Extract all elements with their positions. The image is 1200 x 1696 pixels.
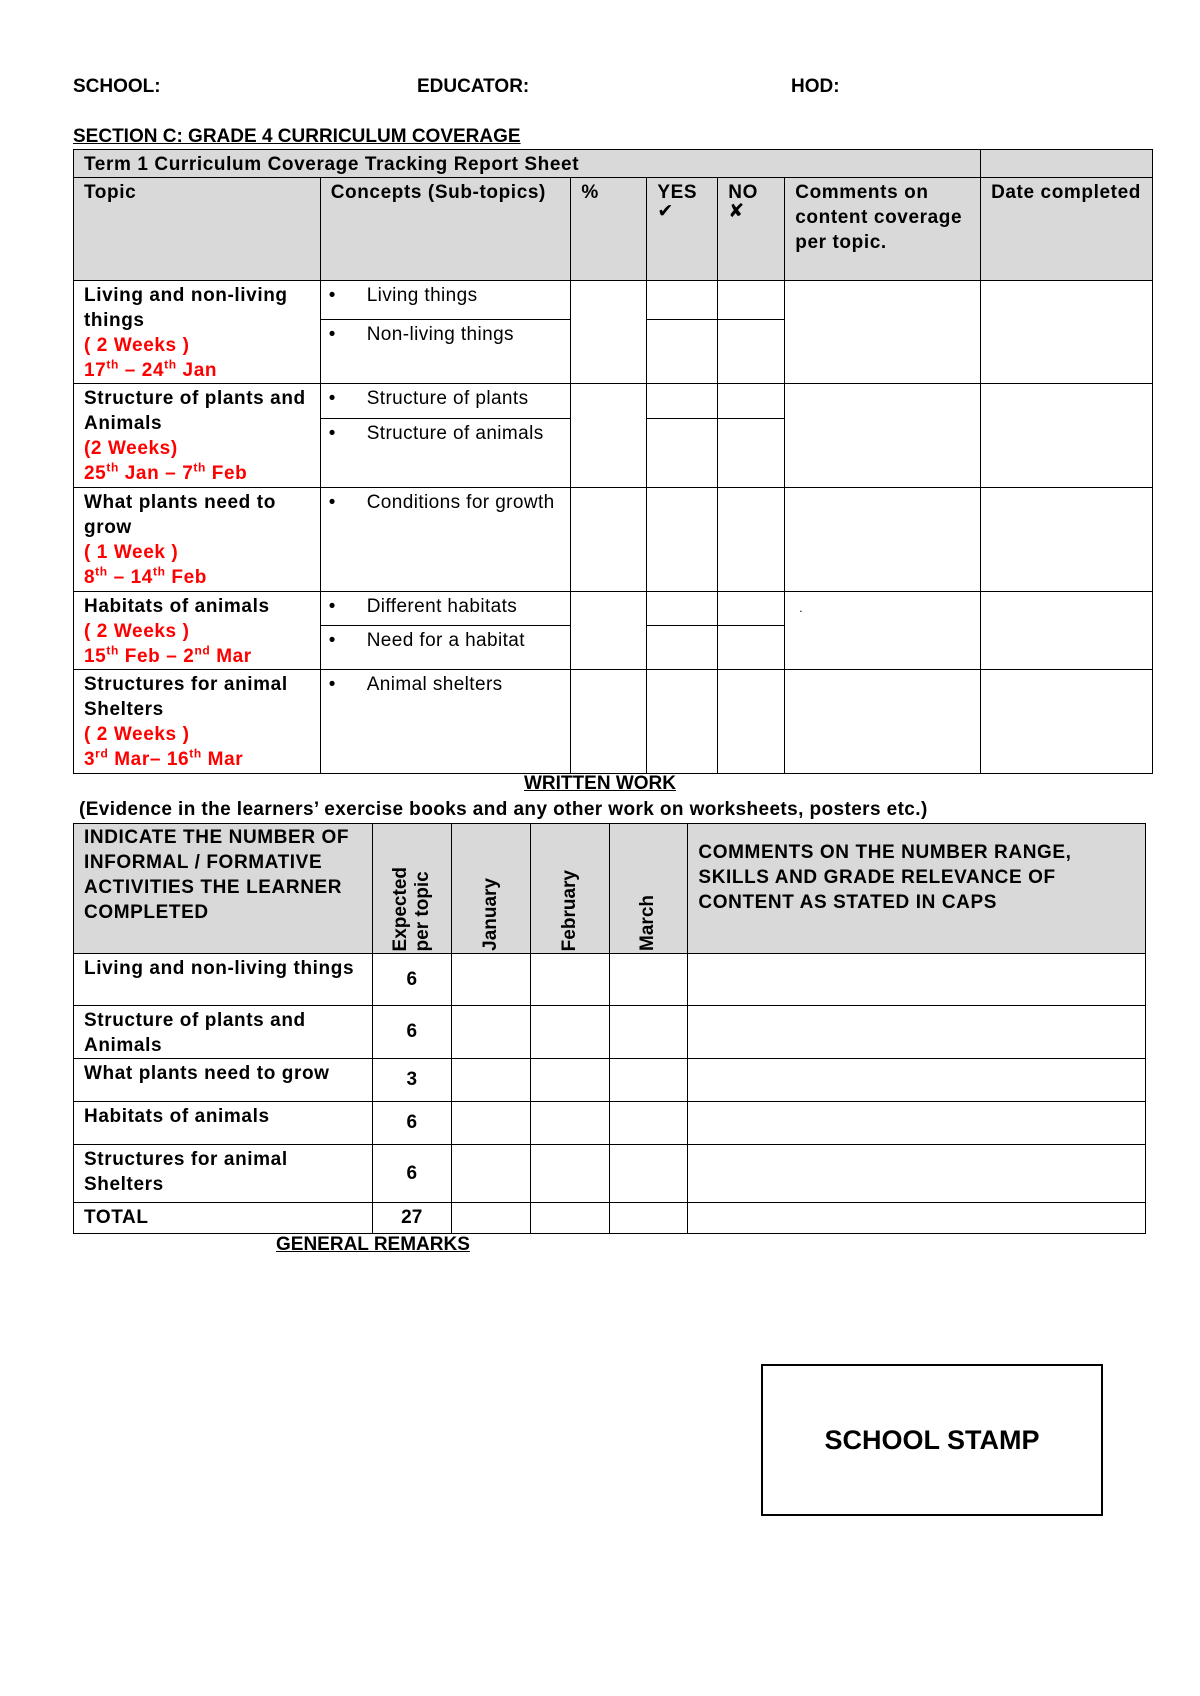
comments-cell[interactable] (785, 670, 981, 774)
ww-topic: Living and non-living things (74, 954, 373, 1006)
topic-cell (74, 281, 321, 384)
topic-weeks: (2 Weeks) (84, 438, 178, 459)
written-work-subtitle: (Evidence in the learners’ exercise books and any other work on worksheets, posters etc.) (79, 799, 928, 820)
date-cell[interactable] (981, 488, 1153, 592)
february-cell[interactable] (530, 1059, 609, 1102)
indicate-header: INDICATE THE NUMBER OF INFORMAL / FORMATIVE ACTIVITIES THE LEARNER COMPLETED (74, 824, 373, 954)
concept-cell: • Structure of plants (320, 384, 571, 419)
caps-comments-header: COMMENTS ON THE NUMBER RANGE, SKILLS AND GRADE RELEVANCE OF CONTENT AS STATED IN CAPS (688, 824, 1146, 954)
percent-cell[interactable] (571, 488, 647, 592)
topic-dates: 25th Jan – 7th Feb (84, 460, 248, 484)
january-header: January (451, 824, 530, 954)
section-title: SECTION C: GRADE 4 CURRICULUM COVERAGE (73, 126, 521, 147)
topic-name: Living and non-living things (84, 285, 288, 331)
march-header: March (609, 824, 688, 954)
school-label: SCHOOL: (73, 76, 161, 97)
yes-cell[interactable] (647, 670, 718, 774)
caps-comment-cell[interactable] (688, 1059, 1146, 1102)
concept-cell: • Living things (320, 281, 571, 320)
date-cell[interactable] (981, 670, 1153, 774)
january-cell[interactable] (451, 1059, 530, 1102)
march-cell[interactable] (609, 1059, 688, 1102)
caps-comment-cell[interactable] (688, 1006, 1146, 1059)
january-cell[interactable] (451, 1102, 530, 1145)
no-cell[interactable] (718, 384, 785, 419)
expected-value: 6 (372, 1145, 451, 1203)
cross-icon: ✘ (728, 201, 745, 222)
caps-comment-cell[interactable] (688, 954, 1146, 1006)
january-cell[interactable] (451, 954, 530, 1006)
ww-topic: Structure of plants and Animals (74, 1006, 373, 1059)
no-cell[interactable] (718, 419, 785, 488)
date-cell[interactable] (981, 281, 1153, 384)
topic-cell (74, 670, 321, 774)
march-cell[interactable] (609, 1203, 688, 1234)
ww-topic: What plants need to grow (74, 1059, 373, 1102)
school-stamp-label: SCHOOL STAMP (824, 1424, 1040, 1455)
expected-value: 3 (372, 1059, 451, 1102)
concept-cell: • Animal shelters (320, 670, 571, 774)
yes-header (647, 178, 718, 281)
yes-cell[interactable] (647, 419, 718, 488)
topic-dates: 17th – 24th Jan (84, 357, 218, 381)
concept-cell: • Different habitats (320, 592, 571, 626)
caps-comment-cell[interactable] (688, 1203, 1146, 1234)
february-header: February (530, 824, 609, 954)
comments-cell[interactable] (785, 592, 981, 670)
concept-cell: • Conditions for growth (320, 488, 571, 592)
march-cell[interactable] (609, 1145, 688, 1203)
january-cell[interactable] (451, 1145, 530, 1203)
january-cell[interactable] (451, 1203, 530, 1234)
expected-value: 6 (372, 1102, 451, 1145)
total-value: 27 (372, 1203, 451, 1234)
topic-cell (74, 384, 321, 488)
topic-dates: 3rd Mar– 16th Mar (84, 746, 244, 770)
date-header: Date completed (981, 178, 1153, 281)
percent-cell[interactable] (571, 592, 647, 670)
february-cell[interactable] (530, 1203, 609, 1234)
comments-header: Comments on content coverage per topic. (785, 178, 981, 281)
concepts-header: Concepts (Sub-topics) (320, 178, 571, 281)
school-stamp-box (761, 1364, 1103, 1516)
march-cell[interactable] (609, 954, 688, 1006)
hod-label: HOD: (791, 76, 840, 97)
topic-cell (74, 592, 321, 670)
checkmark-icon: ✔ (657, 201, 674, 222)
january-cell[interactable] (451, 1006, 530, 1059)
topic-name: Structures for animal Shelters (84, 674, 288, 720)
february-cell[interactable] (530, 1006, 609, 1059)
percent-cell[interactable] (571, 281, 647, 384)
written-work-table (73, 823, 1146, 1234)
percent-cell[interactable] (571, 670, 647, 774)
yes-cell[interactable] (647, 488, 718, 592)
yes-label: YES (657, 182, 698, 203)
no-cell[interactable] (718, 670, 785, 774)
february-cell[interactable] (530, 954, 609, 1006)
topic-dates: 8th – 14th Feb (84, 564, 207, 588)
educator-label: EDUCATOR: (417, 76, 530, 97)
concept-cell: • Non-living things (320, 320, 571, 384)
expected-value: 6 (372, 1006, 451, 1059)
topic-weeks: ( 1 Week ) (84, 542, 179, 563)
coverage-table (73, 149, 1153, 774)
comments-cell[interactable] (785, 384, 981, 488)
date-cell[interactable] (981, 384, 1153, 488)
no-cell[interactable] (718, 488, 785, 592)
expected-header (372, 824, 451, 954)
february-cell[interactable] (530, 1102, 609, 1145)
topic-name: Habitats of animals (84, 596, 270, 617)
percent-header: % (571, 178, 647, 281)
march-cell[interactable] (609, 1006, 688, 1059)
comment-text: . (799, 601, 804, 615)
ww-topic: Habitats of animals (74, 1102, 373, 1145)
no-cell[interactable] (718, 320, 785, 384)
percent-cell[interactable] (571, 384, 647, 488)
no-cell[interactable] (718, 592, 785, 626)
march-cell[interactable] (609, 1102, 688, 1145)
topic-weeks: ( 2 Weeks ) (84, 335, 190, 356)
topic-weeks: ( 2 Weeks ) (84, 724, 190, 745)
caps-comment-cell[interactable] (688, 1145, 1146, 1203)
coverage-title: Term 1 Curriculum Coverage Tracking Report Sheet (74, 150, 981, 178)
topic-name: What plants need to grow (84, 492, 276, 538)
date-cell[interactable] (981, 592, 1153, 670)
comments-cell[interactable] (785, 488, 981, 592)
topic-name: Structure of plants and Animals (84, 388, 306, 434)
general-remarks-heading: GENERAL REMARKS (276, 1234, 470, 1255)
expected-label: Expected per topic (389, 866, 433, 951)
topic-weeks: ( 2 Weeks ) (84, 621, 190, 642)
yes-cell[interactable] (647, 384, 718, 419)
no-cell[interactable] (718, 626, 785, 670)
yes-cell[interactable] (647, 626, 718, 670)
total-label: TOTAL (74, 1203, 373, 1234)
ww-topic: Structures for animal Shelters (74, 1145, 373, 1203)
yes-cell[interactable] (647, 592, 718, 626)
no-label: NO (728, 182, 758, 203)
written-work-title: WRITTEN WORK (524, 773, 676, 794)
concept-cell: • Need for a habitat (320, 626, 571, 670)
february-cell[interactable] (530, 1145, 609, 1203)
caps-comment-cell[interactable] (688, 1102, 1146, 1145)
topic-header: Topic (74, 178, 321, 281)
expected-value: 6 (372, 954, 451, 1006)
topic-dates: 15th Feb – 2nd Mar (84, 643, 252, 667)
no-header (718, 178, 785, 281)
no-cell[interactable] (718, 281, 785, 320)
comments-cell[interactable] (785, 281, 981, 384)
topic-cell (74, 488, 321, 592)
concept-cell: • Structure of animals (320, 419, 571, 488)
yes-cell[interactable] (647, 281, 718, 320)
yes-cell[interactable] (647, 320, 718, 384)
